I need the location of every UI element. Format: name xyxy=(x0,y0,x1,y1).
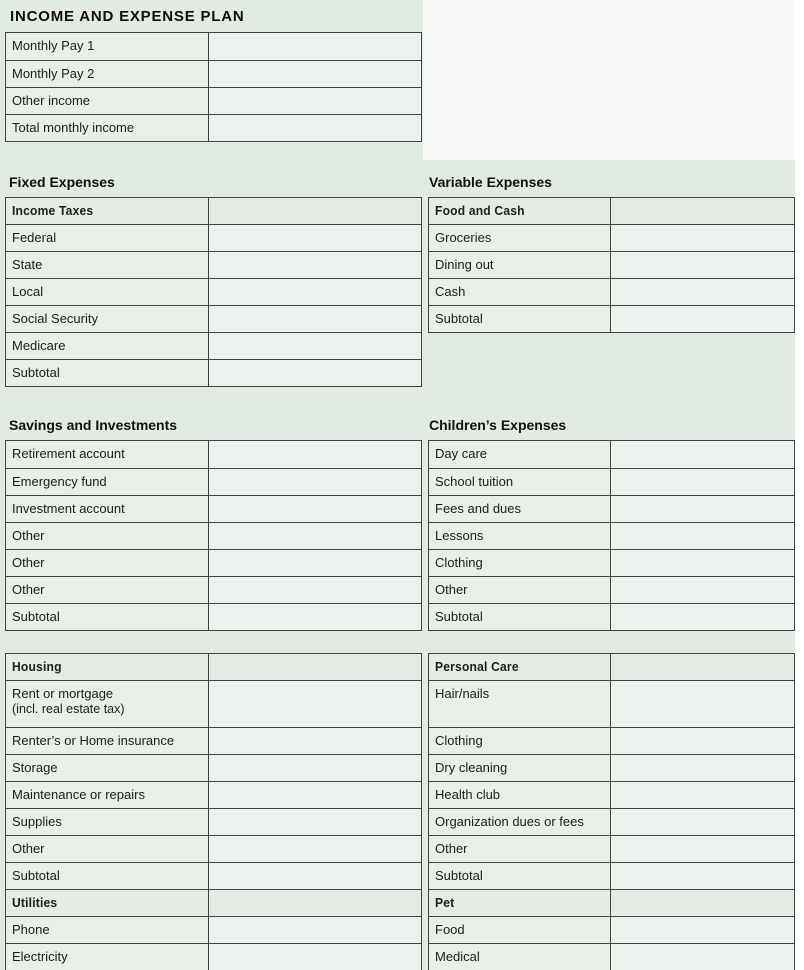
heading-variable-expenses: Variable Expenses xyxy=(429,174,552,190)
table-row xyxy=(429,251,794,278)
amount-cell xyxy=(209,654,421,680)
amount-cell xyxy=(209,469,421,495)
row-label: Other xyxy=(6,836,209,862)
table-row xyxy=(6,603,421,630)
amount-cell xyxy=(611,198,794,224)
row-label: Social Security xyxy=(6,306,209,332)
row-label: Other xyxy=(6,577,209,603)
section-header-text: Housing xyxy=(12,658,62,674)
amount-cell xyxy=(611,252,794,278)
table-row xyxy=(6,33,421,60)
page-margin-right xyxy=(795,0,804,970)
row-label: Other xyxy=(429,577,611,603)
table-row xyxy=(429,278,794,305)
amount-cell xyxy=(209,681,421,727)
housing-table xyxy=(5,653,422,890)
amount-cell xyxy=(611,604,794,630)
table-row xyxy=(6,522,421,549)
amount-cell xyxy=(209,360,421,386)
table-row xyxy=(429,727,794,754)
amount-cell xyxy=(611,441,794,468)
table-row xyxy=(429,862,794,889)
table-row xyxy=(6,60,421,87)
section-header-text: Income Taxes xyxy=(12,202,94,218)
row-label: Day care xyxy=(429,441,611,468)
section-header-text: Food and Cash xyxy=(435,202,525,218)
row-label: Federal xyxy=(6,225,209,251)
income-table xyxy=(5,32,422,142)
row-label: Supplies xyxy=(6,809,209,835)
amount-cell xyxy=(611,225,794,251)
row-label: Subtotal xyxy=(429,863,611,889)
row-label: Subtotal xyxy=(429,604,611,630)
amount-cell xyxy=(209,279,421,305)
amount-cell xyxy=(209,115,421,141)
amount-cell xyxy=(209,550,421,576)
table-row xyxy=(429,603,794,630)
amount-cell xyxy=(209,88,421,114)
amount-cell xyxy=(209,890,421,916)
section-header-row xyxy=(6,890,421,916)
section-header-row xyxy=(6,654,421,680)
row-label: Subtotal xyxy=(6,604,209,630)
amount-cell xyxy=(209,944,421,970)
row-label: Retirement account xyxy=(6,441,209,468)
amount-cell xyxy=(209,252,421,278)
table-row xyxy=(6,305,421,332)
amount-cell xyxy=(611,496,794,522)
row-label: Groceries xyxy=(429,225,611,251)
row-label: Electricity xyxy=(6,944,209,970)
section-header-label xyxy=(6,890,209,916)
table-row xyxy=(6,359,421,386)
amount-cell xyxy=(209,496,421,522)
row-label: Hair/nails xyxy=(429,681,611,727)
table-row xyxy=(429,916,794,943)
table-row xyxy=(429,522,794,549)
table-row xyxy=(6,441,421,468)
row-label: Dry cleaning xyxy=(429,755,611,781)
amount-cell xyxy=(611,523,794,549)
section-header-row xyxy=(6,198,421,224)
table-row xyxy=(6,224,421,251)
section-header-row xyxy=(429,654,794,680)
row-label: Renter’s or Home insurance xyxy=(6,728,209,754)
amount-cell xyxy=(209,577,421,603)
row-label: Lessons xyxy=(429,523,611,549)
amount-cell xyxy=(209,782,421,808)
row-label xyxy=(6,681,209,727)
income-taxes-table xyxy=(5,197,422,387)
row-label: Subtotal xyxy=(6,360,209,386)
table-row xyxy=(6,114,421,141)
row-label: Clothing xyxy=(429,550,611,576)
table-row xyxy=(6,87,421,114)
row-label: Total monthly income xyxy=(6,115,209,141)
row-label: Other xyxy=(429,836,611,862)
table-row xyxy=(6,549,421,576)
amount-cell xyxy=(209,198,421,224)
table-row xyxy=(6,251,421,278)
amount-cell xyxy=(611,577,794,603)
amount-cell xyxy=(611,279,794,305)
amount-cell xyxy=(611,917,794,943)
section-header-row xyxy=(429,890,794,916)
childrens-expenses-table xyxy=(428,440,795,631)
amount-cell xyxy=(611,755,794,781)
amount-cell xyxy=(611,550,794,576)
row-label: Other xyxy=(6,550,209,576)
row-label: Fees and dues xyxy=(429,496,611,522)
section-header-text: Pet xyxy=(435,894,455,910)
amount-cell xyxy=(611,306,794,332)
amount-cell xyxy=(209,728,421,754)
table-row xyxy=(6,680,421,727)
personal-care-table xyxy=(428,653,795,890)
food-and-cash-table xyxy=(428,197,795,333)
table-row xyxy=(6,727,421,754)
table-row xyxy=(6,495,421,522)
amount-cell xyxy=(209,863,421,889)
utilities-table xyxy=(5,889,422,970)
table-row xyxy=(6,835,421,862)
amount-cell xyxy=(209,836,421,862)
pet-table xyxy=(428,889,795,970)
row-label: Health club xyxy=(429,782,611,808)
section-header-text: Utilities xyxy=(12,894,58,910)
table-row xyxy=(429,224,794,251)
section-header-label xyxy=(429,890,611,916)
section-header-text: Personal Care xyxy=(435,658,519,674)
table-row xyxy=(6,808,421,835)
table-row xyxy=(429,441,794,468)
table-row xyxy=(429,680,794,727)
amount-cell xyxy=(611,944,794,970)
table-row xyxy=(429,305,794,332)
section-header-row xyxy=(429,198,794,224)
savings-and-investments-table xyxy=(5,440,422,631)
row-label: State xyxy=(6,252,209,278)
table-row xyxy=(6,754,421,781)
table-row xyxy=(6,943,421,970)
row-label: Emergency fund xyxy=(6,469,209,495)
amount-cell xyxy=(209,441,421,468)
page-title: INCOME AND EXPENSE PLAN xyxy=(10,8,245,25)
amount-cell xyxy=(209,604,421,630)
table-row xyxy=(429,835,794,862)
row-label: Investment account xyxy=(6,496,209,522)
amount-cell xyxy=(209,755,421,781)
row-label: Monthly Pay 1 xyxy=(6,33,209,60)
amount-cell xyxy=(209,61,421,87)
row-label: Medicare xyxy=(6,333,209,359)
amount-cell xyxy=(209,523,421,549)
section-header-label xyxy=(429,654,611,680)
amount-cell xyxy=(209,225,421,251)
section-header-label xyxy=(6,654,209,680)
heading-fixed-expenses: Fixed Expenses xyxy=(9,174,115,190)
row-label: Maintenance or repairs xyxy=(6,782,209,808)
row-label: Phone xyxy=(6,917,209,943)
amount-cell xyxy=(209,33,421,60)
row-label: Dining out xyxy=(429,252,611,278)
table-row xyxy=(429,754,794,781)
section-header-label xyxy=(429,198,611,224)
section-header-label xyxy=(6,198,209,224)
row-label: Medical xyxy=(429,944,611,970)
amount-cell xyxy=(611,782,794,808)
table-row xyxy=(6,278,421,305)
amount-cell xyxy=(611,728,794,754)
row-label: Storage xyxy=(6,755,209,781)
page-margin-top-right xyxy=(423,0,795,160)
row-label: Food xyxy=(429,917,611,943)
amount-cell xyxy=(209,306,421,332)
table-row xyxy=(6,781,421,808)
amount-cell xyxy=(209,333,421,359)
row-label: Monthly Pay 2 xyxy=(6,61,209,87)
amount-cell xyxy=(611,654,794,680)
row-label: Subtotal xyxy=(6,863,209,889)
amount-cell xyxy=(611,809,794,835)
row-label: Organization dues or fees xyxy=(429,809,611,835)
table-row xyxy=(6,862,421,889)
table-row xyxy=(429,781,794,808)
table-row xyxy=(6,468,421,495)
amount-cell xyxy=(611,469,794,495)
row-label-text: Rent or mortgage xyxy=(12,686,114,701)
table-row xyxy=(6,332,421,359)
table-row xyxy=(6,576,421,603)
table-row xyxy=(429,576,794,603)
table-row xyxy=(429,468,794,495)
row-label: Other income xyxy=(6,88,209,114)
amount-cell xyxy=(611,836,794,862)
row-label: School tuition xyxy=(429,469,611,495)
row-sublabel-text: (incl. real estate tax) xyxy=(12,702,125,717)
row-label: Clothing xyxy=(429,728,611,754)
table-row xyxy=(429,943,794,970)
amount-cell xyxy=(209,809,421,835)
amount-cell xyxy=(611,681,794,727)
heading-savings-and-investments: Savings and Investments xyxy=(9,417,178,433)
amount-cell xyxy=(209,917,421,943)
table-row xyxy=(429,808,794,835)
table-row xyxy=(429,549,794,576)
row-label: Cash xyxy=(429,279,611,305)
table-row xyxy=(6,916,421,943)
row-label: Other xyxy=(6,523,209,549)
amount-cell xyxy=(611,890,794,916)
row-label: Local xyxy=(6,279,209,305)
amount-cell xyxy=(611,863,794,889)
heading-childrens-expenses: Children’s Expenses xyxy=(429,417,567,433)
row-label: Subtotal xyxy=(429,306,611,332)
table-row xyxy=(429,495,794,522)
